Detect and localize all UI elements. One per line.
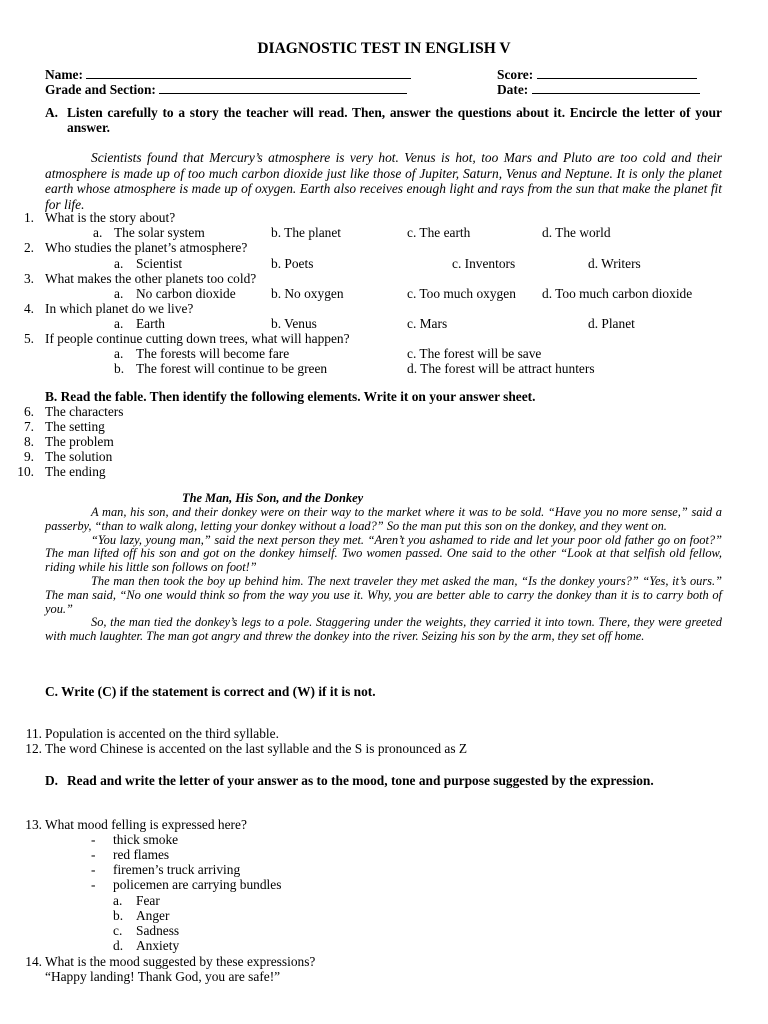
score-blank[interactable]	[537, 66, 697, 79]
option-b-text: The forest will continue to be green	[136, 361, 328, 376]
fable-text	[45, 506, 722, 644]
date-field	[497, 81, 700, 97]
date-label: Date:	[497, 82, 529, 97]
question-text: What makes the other planets too cold?	[45, 271, 257, 286]
item-text: Population is accented on the third syllable.	[45, 726, 279, 741]
option-c[interactable]: c. Inventors	[452, 256, 516, 271]
page-title: DIAGNOSTIC TEST IN ENGLISH V	[257, 40, 511, 57]
item-text: The word Chinese is accented on the last syllable and the S is pronounced as Z	[45, 741, 468, 756]
option-a-text: No carbon dioxide	[136, 286, 236, 301]
option-b-letter[interactable]: b.	[113, 908, 124, 923]
option-a-text: Earth	[136, 316, 165, 331]
cue-text: policemen are carrying bundles	[113, 877, 282, 892]
question-quote: “Happy landing! Thank God, you are safe!”	[45, 969, 281, 984]
section-c-instruction: C. Write (C) if the statement is correct and (W) if it is not.	[45, 684, 376, 699]
fable-paragraph: “You lazy, young man,” said the next person they met. “Aren’t you ashamed to ride and let your poor old father go on foot?” The man lifted off his son and got on the donkey himself. Two women passed. One said to the other “Look at that selfish old fellow, riding while his little son follows on foot!”	[45, 532, 722, 575]
option-d-text: Anxiety	[136, 938, 180, 953]
option-a-letter[interactable]: a.	[114, 286, 124, 301]
option-b-text: Anger	[136, 908, 170, 923]
option-c[interactable]: c. Too much oxygen	[407, 286, 516, 301]
option-b[interactable]: b. Venus	[271, 316, 317, 331]
option-d[interactable]: d. Too much carbon dioxide	[542, 286, 693, 301]
name-label: Name:	[45, 67, 83, 82]
option-d[interactable]: d. Writers	[588, 256, 641, 271]
cue-dash: -	[91, 847, 96, 862]
grade-section-blank[interactable]	[159, 81, 407, 94]
option-c[interactable]: c. The earth	[407, 225, 471, 240]
cue-dash: -	[91, 862, 96, 877]
grade-section-label: Grade and Section:	[45, 82, 156, 97]
cue-text: thick smoke	[113, 832, 179, 847]
fable-paragraph: A man, his son, and their donkey were on their way to the market where it was to be sold. “Have you no more sense,” said a passerby, “than to walk along, letting your donkey without a load?” So the man put this son on the donkey, and they went on.	[45, 505, 722, 533]
option-d[interactable]: d. The world	[542, 225, 611, 240]
option-a-text: The forests will become fare	[136, 346, 290, 361]
option-b-letter[interactable]: b.	[114, 361, 125, 376]
score-field	[497, 66, 697, 82]
option-c[interactable]: c. Mars	[407, 316, 448, 331]
name-blank[interactable]	[86, 66, 411, 79]
option-a-letter[interactable]: a.	[114, 316, 124, 331]
question-number: 4.	[23, 301, 34, 316]
section-d-instruction: Read and write the letter of your answer as to the mood, tone and purpose suggested by the expression.	[67, 773, 654, 788]
story-paragraph: Scientists found that Mercury’s atmosphere is very hot. Venus is hot, too Mars and Pluto are too cold and their atmosphere is made up of too much carbon dioxide just like those of Jupiter, Saturn, Venus and Neptune. It is only the planet earth whose atmosphere is made up of oxygen. Earth also receives enough light and rays from the sun that make the planet fit for life.	[45, 150, 722, 212]
item-number: 11.	[25, 726, 42, 741]
item-number: 7.	[23, 419, 34, 434]
question-text: In which planet do we live?	[45, 301, 194, 316]
question-number: 14.	[25, 954, 42, 969]
question-text: What is the mood suggested by these expressions?	[45, 954, 316, 969]
option-b[interactable]: b. Poets	[271, 256, 314, 271]
fable-paragraph: So, the man tied the donkey’s legs to a pole. Staggering under the weights, they carried it into town. There, they were greeted with much laughter. The man got angry and threw the donkey into the river. Seizing his son by the arm, they set off home.	[45, 615, 722, 644]
section-a-instruction: Listen carefully to a story the teacher will read. Then, answer the questions about it. Encircle the letter of your answer.	[67, 105, 722, 135]
option-a-letter[interactable]: a.	[113, 893, 123, 908]
item-number: 9.	[23, 449, 34, 464]
question-number: 1.	[23, 210, 34, 225]
cue-dash: -	[91, 877, 96, 892]
question-number: 13.	[25, 817, 42, 832]
cue-dash: -	[91, 832, 96, 847]
item-text: The solution	[45, 449, 113, 464]
option-d[interactable]: d. Planet	[588, 316, 635, 331]
question-text: What is the story about?	[45, 210, 176, 225]
question-text: Who studies the planet’s atmosphere?	[45, 240, 248, 255]
option-b[interactable]: b. The planet	[271, 225, 342, 240]
section-a-story	[45, 150, 722, 212]
option-a-text: The solar system	[114, 225, 205, 240]
option-c-letter[interactable]: c.	[113, 923, 123, 938]
section-b-instruction: B. Read the fable. Then identify the following elements. Write it on your answer sheet.	[45, 389, 536, 404]
section-d-letter: D.	[45, 773, 59, 788]
fable-title: The Man, His Son, and the Donkey	[182, 491, 364, 505]
item-number: 10.	[17, 464, 34, 479]
question-text: If people continue cutting down trees, what will happen?	[45, 331, 350, 346]
item-text: The setting	[45, 419, 105, 434]
section-a-letter: A.	[45, 105, 59, 120]
question-number: 5.	[23, 331, 34, 346]
option-b[interactable]: b. No oxygen	[271, 286, 344, 301]
date-blank[interactable]	[532, 81, 700, 94]
option-a-text: Scientist	[136, 256, 183, 271]
name-field	[45, 66, 411, 82]
option-a-text: Fear	[136, 893, 160, 908]
grade-section-field	[45, 81, 407, 97]
question-number: 2.	[23, 240, 34, 255]
option-a-letter[interactable]: a.	[114, 256, 124, 271]
item-number: 6.	[23, 404, 34, 419]
option-c-text: Sadness	[136, 923, 180, 938]
option-c[interactable]: c. The forest will be save	[407, 346, 542, 361]
cue-text: firemen’s truck arriving	[113, 862, 241, 877]
item-text: The characters	[45, 404, 124, 419]
score-label: Score:	[497, 67, 534, 82]
question-number: 3.	[23, 271, 34, 286]
option-a-letter[interactable]: a.	[93, 225, 103, 240]
option-d[interactable]: d. The forest will be attract hunters	[407, 361, 595, 376]
item-text: The problem	[45, 434, 114, 449]
fable-paragraph: The man then took the boy up behind him. The next traveler they met asked the man, “Is the donkey yours?” “Yes, it’s ours.” The man said, “No one would think so from the way you use it. Why, you are better able to carry the donkey than it is to carry both of you.”	[45, 573, 722, 616]
cue-text: red flames	[113, 847, 170, 862]
item-number: 8.	[23, 434, 34, 449]
question-text: What mood felling is expressed here?	[45, 817, 247, 832]
item-text: The ending	[45, 464, 106, 479]
item-number: 12.	[25, 741, 42, 756]
option-d-letter[interactable]: d.	[113, 938, 124, 953]
option-a-letter[interactable]: a.	[114, 346, 124, 361]
